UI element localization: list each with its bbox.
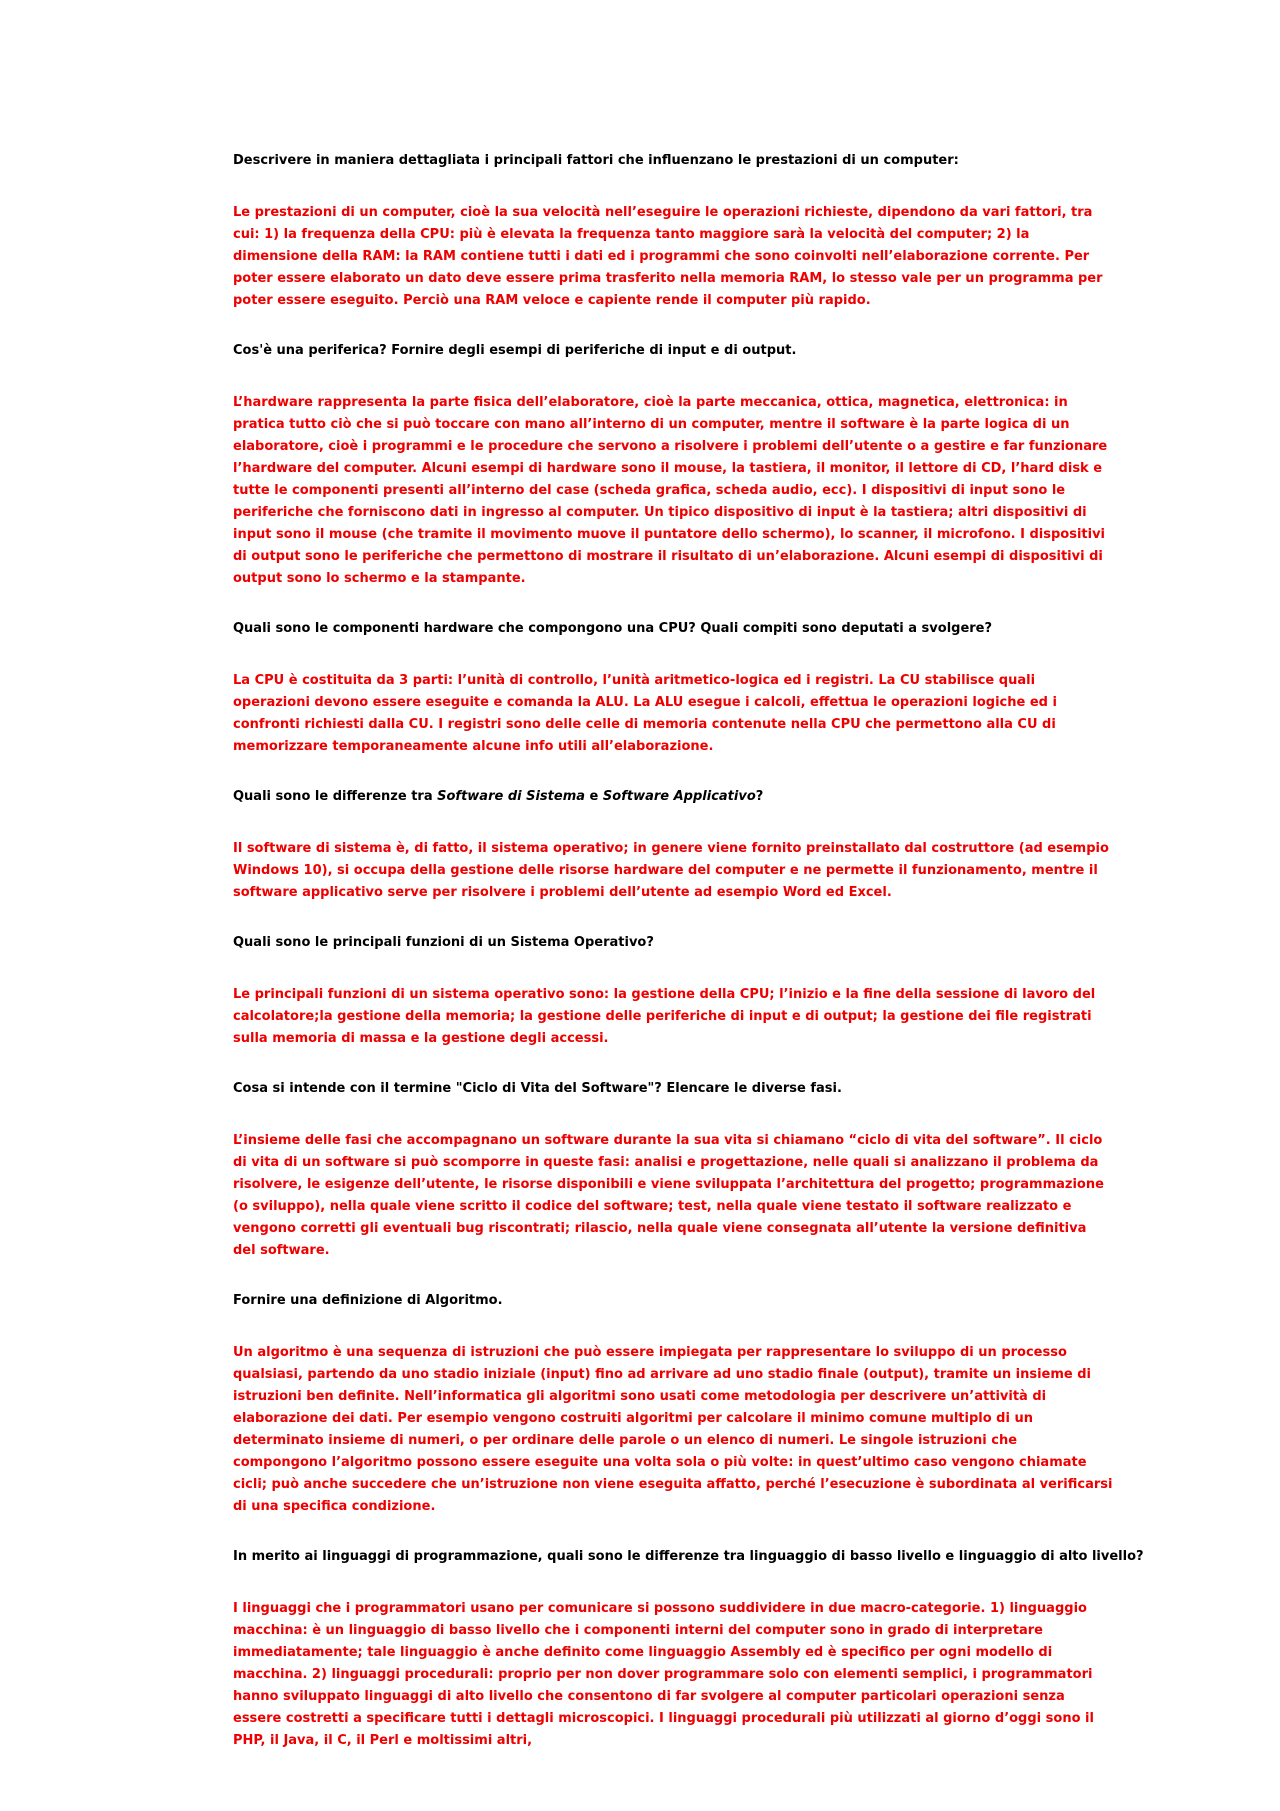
document-page: [233, 150, 1144, 1780]
answer-7: Un algoritmo è una sequenza di istruzioni che può essere impiegata per rappresentare lo sviluppo di un processo qualsiasi, partendo da uno stadio iniziale (input) fino ad arrivare ad uno stadio finale (output), tramite un insieme di istruzioni ben definite. Nell’informatica gli algoritmi sono usati come metodologia per descrivere un’attività di elaborazione dei dati. Per esempio vengono costruiti algoritmi per calcolare il minimo comune multiplo di un determinato insieme di numeri, o per ordinare delle parole o un elenco di numeri. Le singole istruzioni che compongono l’algoritmo possono essere eseguite una volta sola o più volte: in quest’ultimo caso vengono chiamate cicli; può anche succedere che un’istruzione non viene eseguita affatto, perché l’esecuzione è subordinata al verificarsi di una specifica condizione.: [233, 1345, 1113, 1514]
question-8: In merito ai linguaggi di programmazione, quali sono le differenze tra linguaggio di basso livello e linguaggio di alto livello?: [233, 1549, 1144, 1564]
answer-2: L’hardware rappresenta la parte fisica dell’elaboratore, cioè la parte meccanica, ottica, magnetica, elettronica: in pratica tutto ciò che si può toccare con mano all’interno di un computer, mentre il software è la parte logica di un elaboratore, cioè i programmi e le procedure che servono a risolvere i problemi dell’utente o a gestire e far funzionare l’hardware del computer. Alcuni esempi di hardware sono il mouse, la tastiera, il monitor, il lettore di CD, l’hard disk e tutte le componenti presenti all’interno del case (scheda grafica, scheda audio, ecc). I dispositivi di input sono le periferiche che forniscono dati in ingresso al computer. Un tipico dispositivo di input è la tastiera; altri dispositivi di input sono il mouse (che tramite il movimento muove il puntatore dello schermo), lo scanner, il microfono. I dispositivi di output sono le periferiche che permettono di mostrare il risultato di un’elaborazione. Alcuni esempi di dispositivi di output sono lo schermo e la stampante.: [233, 395, 1108, 586]
answer-6: L’insieme delle fasi che accompagnano un software durante la sua vita si chiamano “ciclo di vita del software”. Il ciclo di vita di un software si può scomporre in queste fasi: analisi e progettazione, nelle quali si analizzano il problema da risolvere, le esigenze dell’utente, le risorse disponibili e viene sviluppata l’architettura del progetto; programmazione (o sviluppo), nella quale viene scritto il codice del software; test, nella quale viene testato il software realizzato e vengono corretti gli eventuali bug riscontrati; rilascio, nella quale viene consegnata all’utente la versione definitiva del software.: [233, 1133, 1104, 1258]
answer-8: I linguaggi che i programmatori usano per comunicare si possono suddividere in due macro-categorie. 1) linguaggio macchina: è un linguaggio di basso livello che i componenti interni del computer sono in grado di interpretare immediatamente; tale linguaggio è anche definito come linguaggio Assembly ed è specifico per ogni modello di macchina. 2) linguaggi procedurali: proprio per non dover programmare solo con elementi semplici, i programmatori hanno sviluppato linguaggi di alto livello che consentono di far svolgere al computer particolari operazioni senza essere costretti a specificare tutti i dettagli microscopici. I linguaggi procedurali più utilizzati al giorno d’oggi sono il PHP, il Java, il C, il Perl e moltissimi altri,: [233, 1601, 1094, 1748]
answer-5: Le principali funzioni di un sistema operativo sono: la gestione della CPU; l’inizio e la fine della sessione di lavoro del calcolatore;la gestione della memoria; la gestione delle periferiche di input e di output; la gestione dei file registrati sulla memoria di massa e la gestione degli accessi.: [233, 987, 1096, 1046]
question-6: Cosa si intende con il termine "Ciclo di Vita del Software"? Elencare le diverse fasi.: [233, 1081, 842, 1096]
question-5: Quali sono le principali funzioni di un Sistema Operativo?: [233, 935, 654, 950]
question-4-text-c: ?: [755, 789, 764, 804]
question-4-term-application: Software Applicativo: [602, 789, 756, 804]
question-2: Cos'è una periferica? Fornire degli esempi di periferiche di input e di output.: [233, 343, 797, 358]
question-4-text-a: Quali sono le differenze tra: [233, 789, 438, 804]
question-4: [233, 786, 1113, 808]
question-7: Fornire una definizione di Algoritmo.: [233, 1293, 503, 1308]
question-4-term-system: Software di Sistema: [437, 789, 586, 804]
answer-4: Il software di sistema è, di fatto, il sistema operativo; in genere viene fornito preinstallato dal costruttore (ad esempio Windows 10), si occupa della gestione delle risorse hardware del computer e ne permette il funzionamento, mentre il software applicativo serve per risolvere i problemi dell’utente ad esempio Word ed Excel.: [233, 841, 1109, 900]
question-4-text-b: e: [585, 789, 603, 804]
question-1: Descrivere in maniera dettagliata i principali fattori che influenzano le prestazioni di un computer:: [233, 153, 959, 168]
answer-1: Le prestazioni di un computer, cioè la sua velocità nell’eseguire le operazioni richieste, dipendono da vari fattori, tra cui: 1) la frequenza della CPU: più è elevata la frequenza tanto maggiore sarà la velocità del computer; 2) la dimensione della RAM: la RAM contiene tutti i dati ed i programmi che sono coinvolti nell’elaborazione corrente. Per poter essere elaborato un dato deve essere prima trasferito nella memoria RAM, lo stesso vale per un programma per poter essere eseguito. Perciò una RAM veloce e capiente rende il computer più rapido.: [233, 205, 1103, 308]
question-3: Quali sono le componenti hardware che compongono una CPU? Quali compiti sono deputati a svolgere?: [233, 621, 993, 636]
answer-3: La CPU è costituita da 3 parti: l’unità di controllo, l’unità aritmetico-logica ed i registri. La CU stabilisce quali operazioni devono essere eseguite e comanda la ALU. La ALU esegue i calcoli, effettua le operazioni logiche ed i confronti richiesti dalla CU. I registri sono delle celle di memoria contenute nella CPU che permettono alla CU di memorizzare temporaneamente alcune info utili all’elaborazione.: [233, 673, 1057, 754]
